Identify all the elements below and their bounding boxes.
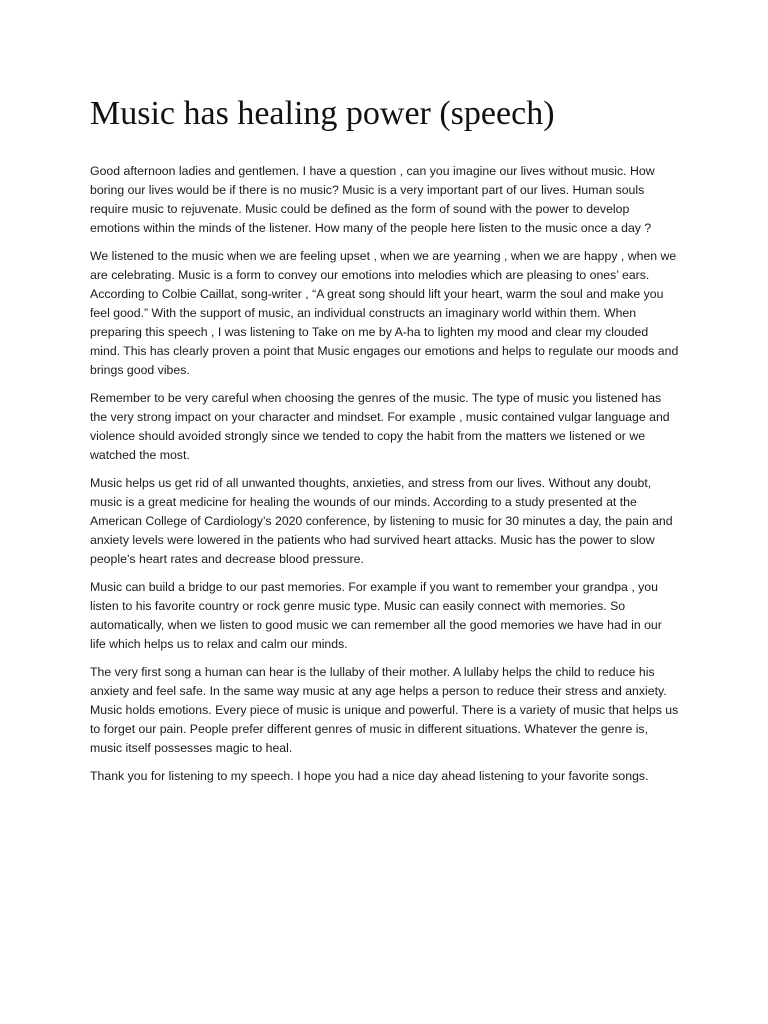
- paragraph-lullaby: The very first song a human can hear is the lullaby of their mother. A lullaby helps the child to reduce his anxiety and feel safe. In the same way music at any age helps a person to reduce their stress and anxiety. Music holds emotions. Every piece of music is unique and powerful. There is a variety of music that helps us to forget our pain. People prefer different genres of music in different situations. Whatever the genre is, music itself possesses magic to heal.: [90, 665, 679, 755]
- paragraph-closing: Thank you for listening to my speech. I hope you had a nice day ahead listening to your favorite songs.: [90, 769, 649, 783]
- document-title: Music has healing power (speech): [90, 95, 555, 132]
- paragraph-memories: Music can build a bridge to our past memories. For example if you want to remember your grandpa , you listen to his favorite country or rock genre music type. Music can easily connect with memories. So automatically, when we listen to good music we can remember all the good memories we have had in our life which helps us to relax and calm our minds.: [90, 580, 662, 651]
- document-body: [90, 162, 680, 795]
- paragraph-intro: Good afternoon ladies and gentlemen. I have a question , can you imagine our lives without music. How boring our lives would be if there is no music? Music is a very important part of our lives. Human souls require music to rejuvenate. Music could be defined as the form of sound with the power to develop emotions within the minds of the listener. How many of the people here listen to the music once a day ?: [90, 164, 655, 235]
- paragraph-emotions: We listened to the music when we are feeling upset , when we are yearning , when we are happy , when we are celebrating. Music is a form to convey our emotions into melodies which are pleasing to ones’ ears. According to Colbie Caillat, song-writer , “A great song should lift your heart, warm the soul and make you feel good.” With the support of music, an individual constructs an imaginary world within them. When preparing this speech , I was listening to Take on me by A-ha to lighten my mood and clear my clouded mind. This has clearly proven a point that Music engages our emotions and helps to regulate our moods and brings good vibes.: [90, 249, 679, 377]
- paragraph-genres: Remember to be very careful when choosing the genres of the music. The type of music you listened has the very strong impact on your character and mindset. For example , music contained vulgar language and violence should avoided strongly since we tended to copy the habit from the matters we listened or we watched the most.: [90, 391, 670, 462]
- paragraph-healing: Music helps us get rid of all unwanted thoughts, anxieties, and stress from our lives. Without any doubt, music is a great medicine for healing the wounds of our minds. According to a study presented at the American College of Cardiology’s 2020 conference, by listening to music for 30 minutes a day, the pain and anxiety levels were lowered in the patients who had survived heart attacks. Music has the power to slow people’s heart rates and decrease blood pressure.: [90, 476, 673, 566]
